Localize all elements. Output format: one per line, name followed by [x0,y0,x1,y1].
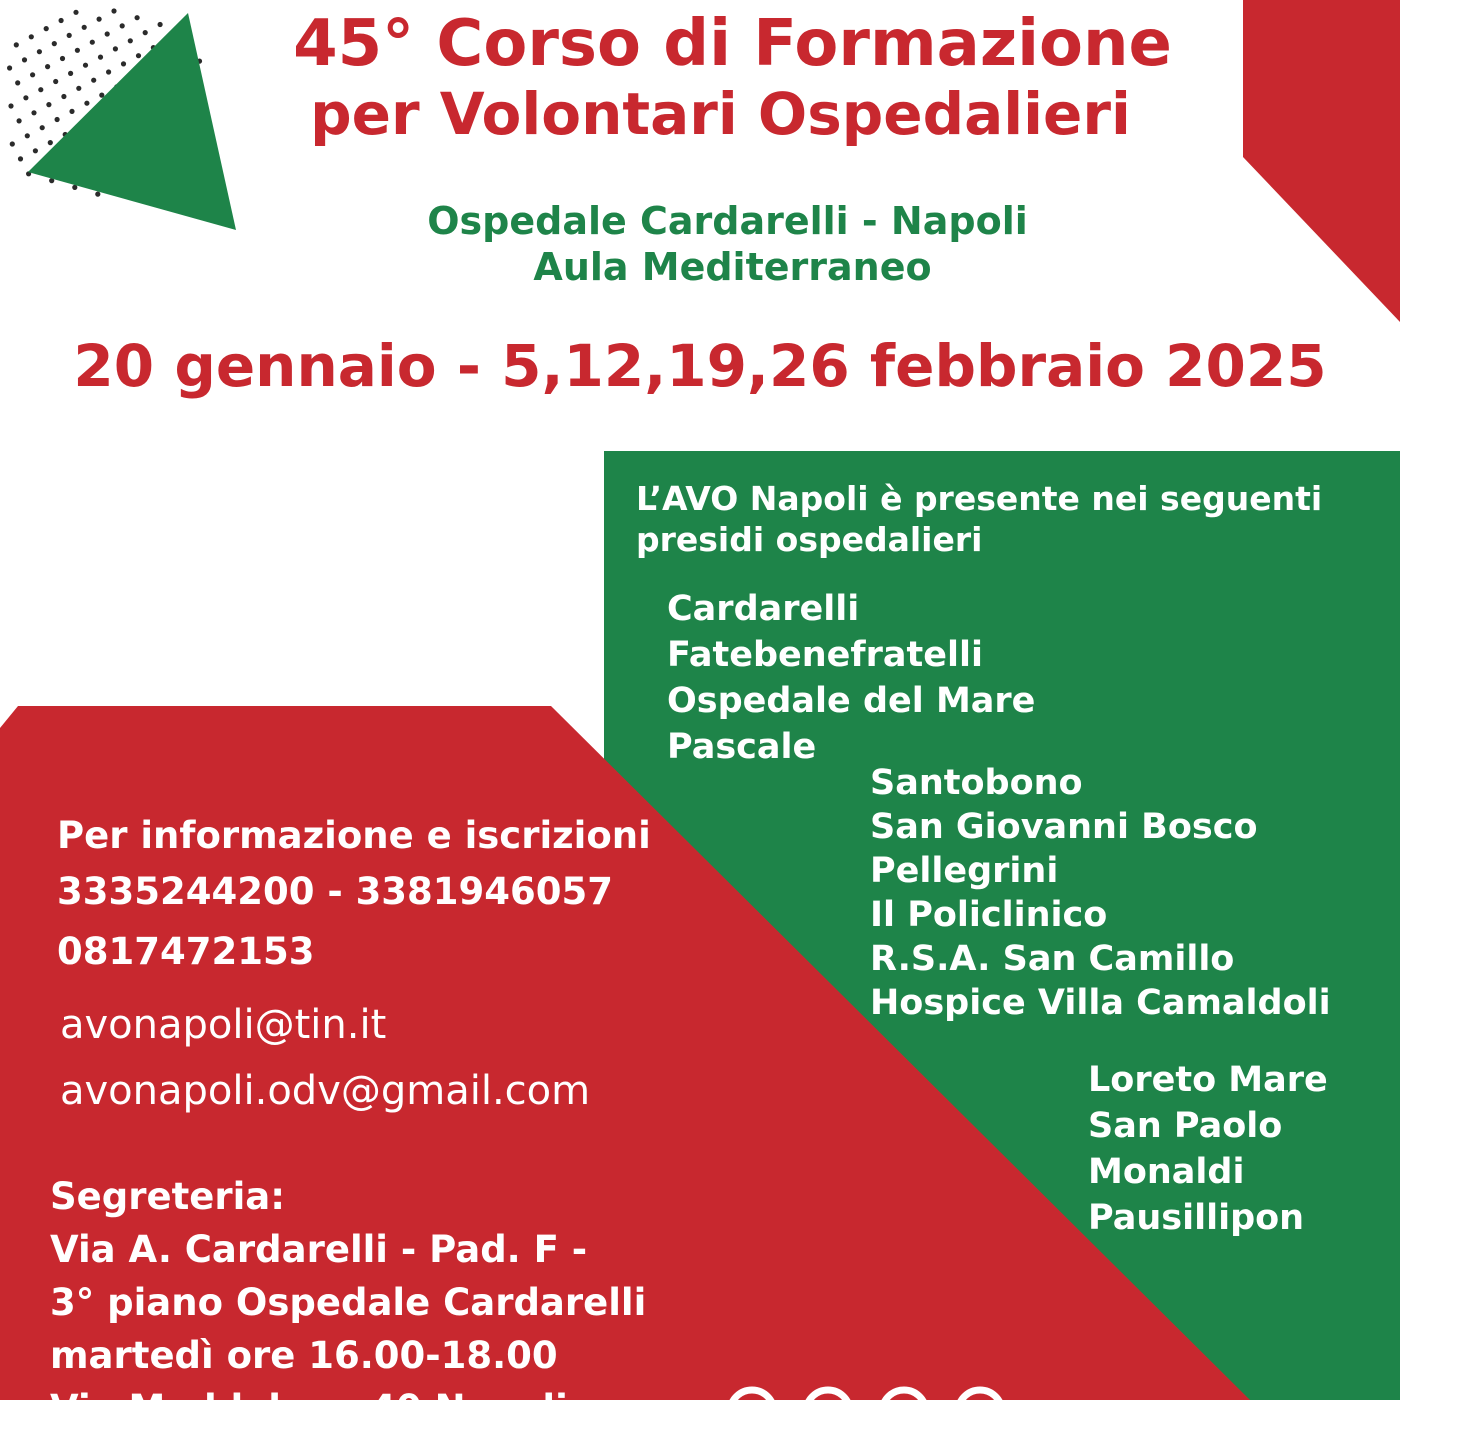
hospital-item: San Paolo [1088,1106,1283,1146]
hospital-item: Cardarelli [667,589,860,629]
decor-dot [72,185,77,190]
hospital-item: Fatebenefratelli [667,635,983,675]
secretariat-address-2: Via Maddalena 40 Napoli [50,1387,568,1430]
hospital-item: Pascale [667,727,817,767]
hospital-item: R.S.A. San Camillo [870,939,1235,979]
phone-number-landline[interactable]: 0817472153 [57,930,315,973]
secretariat-floor: 3° piano Ospedale Cardarelli [50,1281,647,1324]
decor-dot [33,148,38,153]
decor-dot [18,156,23,161]
hospital-item: Hospice Villa Camaldoli [870,983,1331,1023]
course-subtitle: per Volontari Ospedalieri [310,80,1131,148]
secretariat-hours: martedì ore 16.00-18.00 [50,1334,558,1377]
presence-intro: L’AVO Napoli è presente nei seguenti presidi ospedalieri [636,479,1323,559]
hospital-item: Pausillipon [1088,1198,1305,1238]
hospital-item: Monaldi [1088,1152,1245,1192]
course-dates: 20 gennaio - 5,12,19,26 febbraio 2025 [73,332,1327,400]
hospital-item: Santobono [870,763,1083,803]
secretariat-address: Via A. Cardarelli - Pad. F - [50,1228,588,1271]
secretariat-heading: Segreteria: [50,1175,286,1218]
hospital-item: San Giovanni Bosco [870,807,1258,847]
info-heading: Per informazione e iscrizioni [57,814,651,857]
venue-room: Aula Mediterraneo [533,245,932,289]
email-link[interactable]: avonapoli.odv@gmail.com [60,1068,591,1114]
hospital-item: Loreto Mare [1088,1060,1328,1100]
venue-hospital: Ospedale Cardarelli - Napoli [427,199,1028,243]
email-link[interactable]: avonapoli@tin.it [60,1002,387,1048]
hospital-item: Il Policlinico [870,895,1108,935]
phone-numbers[interactable]: 3335244200 - 3381946057 [57,870,614,913]
hospital-item: Ospedale del Mare [667,681,1036,721]
hospital-item: Pellegrini [870,851,1059,891]
course-title: 45° Corso di Formazione [293,7,1172,81]
decor-dot [95,192,100,197]
